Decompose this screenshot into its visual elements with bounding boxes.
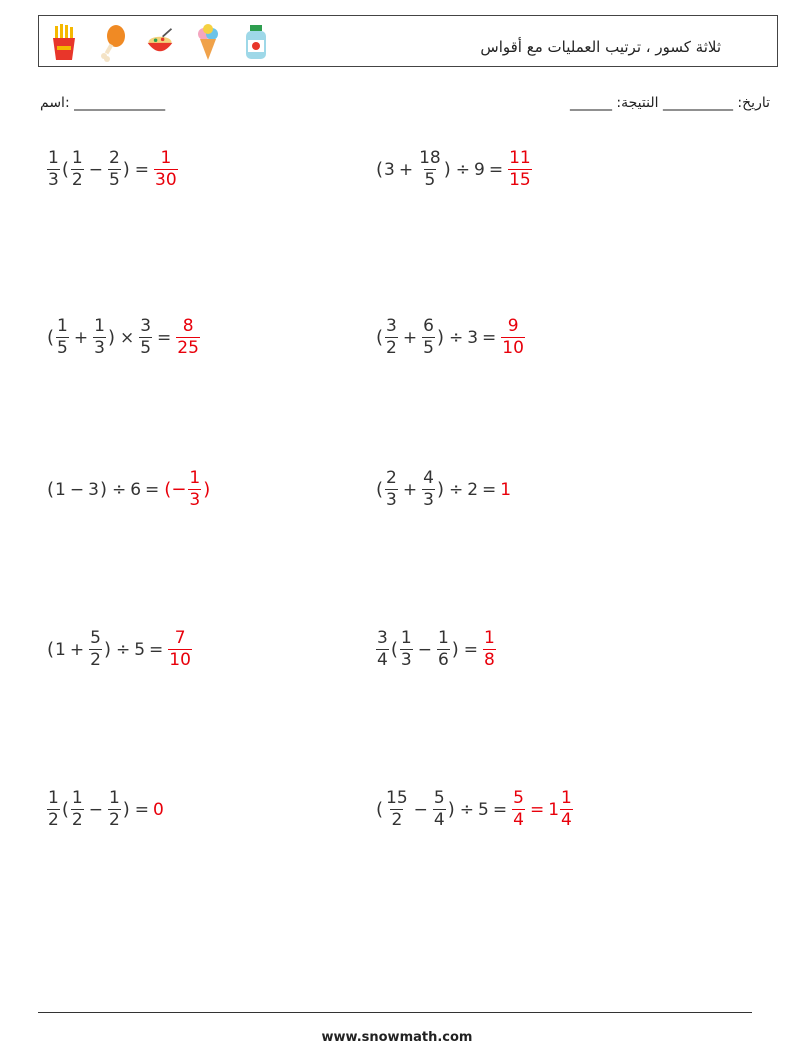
operator: − bbox=[417, 639, 432, 660]
number: 6 bbox=[130, 479, 142, 500]
parenthesis: ) bbox=[436, 327, 444, 348]
parenthesis: ( bbox=[390, 639, 398, 660]
operator: × bbox=[119, 327, 135, 348]
fraction bbox=[501, 318, 525, 357]
denominator: 10 bbox=[169, 650, 191, 670]
parenthesis: ( bbox=[376, 159, 384, 180]
numerator: 5 bbox=[513, 788, 524, 808]
number: 1 bbox=[55, 639, 66, 660]
problem-8 bbox=[375, 630, 497, 669]
operator: + bbox=[402, 327, 418, 348]
answer bbox=[167, 630, 193, 669]
fraction bbox=[47, 790, 60, 829]
numerator: 5 bbox=[90, 628, 101, 648]
fraction bbox=[71, 790, 84, 829]
number: 3 bbox=[467, 327, 479, 348]
numerator: 1 bbox=[108, 788, 120, 808]
worksheet-header bbox=[38, 15, 778, 67]
operator: + bbox=[69, 639, 85, 660]
answer bbox=[163, 470, 211, 509]
fraction bbox=[385, 790, 409, 829]
answer bbox=[500, 480, 511, 500]
numerator: 7 bbox=[174, 628, 186, 648]
numerator: 1 bbox=[189, 468, 201, 488]
numerator: 1 bbox=[71, 788, 83, 808]
number: 9 bbox=[474, 159, 485, 180]
number: 3 bbox=[384, 159, 395, 180]
parenthesis: ( bbox=[47, 639, 55, 660]
operator: ÷ bbox=[448, 479, 464, 500]
problem-1 bbox=[46, 150, 179, 189]
operator: − bbox=[88, 159, 103, 180]
numerator: 6 bbox=[423, 316, 434, 336]
denominator: 2 bbox=[386, 338, 397, 358]
fraction bbox=[376, 630, 389, 669]
problem-5 bbox=[46, 470, 211, 509]
number: 1 bbox=[55, 479, 66, 500]
parenthesis: ( bbox=[47, 327, 55, 348]
operator: = bbox=[149, 639, 164, 660]
parenthesis: ( bbox=[376, 327, 384, 348]
fraction bbox=[437, 630, 450, 669]
numerator: 1 bbox=[94, 316, 105, 336]
denominator: 2 bbox=[71, 810, 83, 830]
denominator: 3 bbox=[189, 490, 201, 510]
answer bbox=[500, 318, 526, 357]
denominator: 5 bbox=[423, 338, 434, 358]
fraction bbox=[433, 790, 446, 829]
operator: + bbox=[402, 479, 418, 500]
fraction bbox=[483, 630, 496, 669]
fraction bbox=[89, 630, 102, 669]
fraction bbox=[400, 630, 413, 669]
numerator: 3 bbox=[140, 316, 152, 336]
denominator: 8 bbox=[484, 650, 495, 670]
fraction bbox=[422, 318, 435, 357]
parenthesis: ) bbox=[99, 479, 107, 500]
parenthesis: ( bbox=[61, 799, 69, 820]
parenthesis: ( bbox=[376, 479, 384, 500]
problem-6 bbox=[375, 470, 511, 509]
footer-divider bbox=[38, 1012, 752, 1013]
denominator: 5 bbox=[108, 170, 120, 190]
parenthesis: ) bbox=[203, 479, 211, 500]
fraction bbox=[176, 318, 200, 357]
denominator: 15 bbox=[509, 170, 531, 190]
answer bbox=[511, 790, 574, 829]
denominator: 6 bbox=[437, 650, 449, 670]
denominator: 5 bbox=[140, 338, 152, 358]
fraction bbox=[385, 318, 398, 357]
fraction bbox=[188, 470, 201, 509]
number: 3 bbox=[88, 479, 99, 500]
numerator: 9 bbox=[507, 316, 519, 336]
date-result-line: ______ :تاريخ: __________ النتيجة bbox=[569, 95, 770, 111]
operator: − bbox=[413, 799, 428, 820]
fraction bbox=[56, 318, 69, 357]
answer bbox=[175, 318, 201, 357]
denominator: 3 bbox=[94, 338, 105, 358]
operator: = bbox=[463, 639, 479, 660]
header-icons bbox=[49, 22, 271, 62]
denominator: 3 bbox=[423, 490, 434, 510]
denominator: 5 bbox=[424, 170, 436, 190]
parenthesis: ) bbox=[447, 799, 455, 820]
parenthesis: ) bbox=[103, 639, 111, 660]
answer bbox=[507, 150, 533, 189]
operator: ÷ bbox=[111, 479, 127, 500]
number: 1 bbox=[500, 479, 512, 500]
fraction bbox=[512, 790, 525, 829]
parenthesis: ) bbox=[451, 639, 459, 660]
fraction bbox=[93, 318, 106, 357]
parenthesis: ( bbox=[61, 159, 69, 180]
operator: − bbox=[69, 479, 85, 500]
operator: = bbox=[488, 159, 504, 180]
parenthesis: ) bbox=[436, 479, 444, 500]
operator: + bbox=[398, 159, 414, 180]
operator: + bbox=[73, 327, 89, 348]
numerator: 2 bbox=[108, 148, 120, 168]
fraction bbox=[154, 150, 178, 189]
operator: = bbox=[134, 799, 150, 820]
footer-url: www.snowmath.com bbox=[321, 1030, 473, 1045]
number: 5 bbox=[134, 639, 146, 660]
numerator: 1 bbox=[561, 788, 572, 808]
fraction bbox=[508, 150, 532, 189]
worksheet-title: ثلاثة كسور ، ترتيب العمليات مع أقواس bbox=[480, 38, 721, 56]
number: 1 bbox=[548, 799, 560, 820]
operator: − bbox=[88, 799, 103, 820]
fraction bbox=[560, 790, 573, 829]
operator: = bbox=[492, 799, 508, 820]
numerator: 5 bbox=[433, 788, 445, 808]
numerator: 1 bbox=[400, 628, 412, 648]
denominator: 10 bbox=[502, 338, 524, 358]
fraction bbox=[385, 470, 398, 509]
jam-jar-icon bbox=[241, 22, 271, 62]
parenthesis: ) bbox=[443, 159, 451, 180]
operator: = bbox=[157, 327, 172, 348]
fraction bbox=[139, 318, 152, 357]
operator: = bbox=[482, 327, 497, 348]
operator: = bbox=[145, 479, 160, 500]
operator: = bbox=[482, 479, 497, 500]
fraction bbox=[418, 150, 442, 189]
numerator: 8 bbox=[182, 316, 194, 336]
number: 2 bbox=[467, 479, 479, 500]
ice-cream-icon bbox=[193, 22, 223, 62]
problem-3 bbox=[46, 318, 201, 357]
numerator: 1 bbox=[48, 148, 59, 168]
denominator: 3 bbox=[400, 650, 412, 670]
operator: ÷ bbox=[115, 639, 131, 660]
denominator: 4 bbox=[433, 810, 445, 830]
answer bbox=[482, 630, 497, 669]
numerator: 2 bbox=[386, 468, 397, 488]
denominator: 3 bbox=[48, 170, 59, 190]
problem-9 bbox=[46, 790, 164, 829]
fraction bbox=[108, 150, 121, 189]
number: 0 bbox=[153, 799, 164, 820]
operator: = bbox=[134, 159, 150, 180]
denominator: 25 bbox=[177, 338, 199, 358]
number: 5 bbox=[478, 799, 489, 820]
parenthesis: ) bbox=[107, 327, 115, 348]
numerator: 1 bbox=[57, 316, 68, 336]
parenthesis: (− bbox=[164, 479, 187, 500]
chicken-leg-icon bbox=[97, 22, 127, 62]
denominator: 2 bbox=[48, 810, 59, 830]
operator: ÷ bbox=[448, 327, 464, 348]
denominator: 4 bbox=[513, 810, 524, 830]
numerator: 1 bbox=[484, 628, 495, 648]
parenthesis: ( bbox=[47, 479, 55, 500]
numerator: 1 bbox=[437, 628, 449, 648]
problem-7 bbox=[46, 630, 193, 669]
denominator: 2 bbox=[391, 810, 403, 830]
fraction bbox=[422, 470, 435, 509]
denominator: 2 bbox=[71, 170, 83, 190]
parenthesis: ( bbox=[376, 799, 384, 820]
parenthesis: ) bbox=[122, 159, 130, 180]
parenthesis: ) bbox=[122, 799, 130, 820]
problem-2 bbox=[375, 150, 533, 189]
denominator: 4 bbox=[561, 810, 572, 830]
numerator: 1 bbox=[160, 148, 172, 168]
name-line: اسم: _____________ bbox=[40, 95, 166, 111]
numerator: 3 bbox=[386, 316, 397, 336]
denominator: 2 bbox=[90, 650, 101, 670]
numerator: 4 bbox=[423, 468, 434, 488]
numerator: 1 bbox=[71, 148, 83, 168]
denominator: 30 bbox=[155, 170, 177, 190]
food-bowl-icon bbox=[145, 22, 175, 62]
numerator: 18 bbox=[419, 148, 441, 168]
denominator: 3 bbox=[386, 490, 397, 510]
fries-icon bbox=[49, 22, 79, 62]
numerator: 15 bbox=[386, 788, 408, 808]
answer bbox=[153, 800, 164, 820]
operator: ÷ bbox=[459, 799, 475, 820]
numerator: 3 bbox=[377, 628, 388, 648]
operator: ÷ bbox=[455, 159, 471, 180]
denominator: 2 bbox=[108, 810, 120, 830]
fraction bbox=[47, 150, 60, 189]
fraction bbox=[168, 630, 192, 669]
fraction bbox=[108, 790, 121, 829]
operator: = bbox=[529, 799, 545, 820]
problem-4 bbox=[375, 318, 526, 357]
answer bbox=[153, 150, 179, 189]
numerator: 11 bbox=[509, 148, 531, 168]
problem-10 bbox=[375, 790, 574, 829]
numerator: 1 bbox=[48, 788, 59, 808]
denominator: 4 bbox=[377, 650, 388, 670]
fraction bbox=[71, 150, 84, 189]
denominator: 5 bbox=[57, 338, 68, 358]
